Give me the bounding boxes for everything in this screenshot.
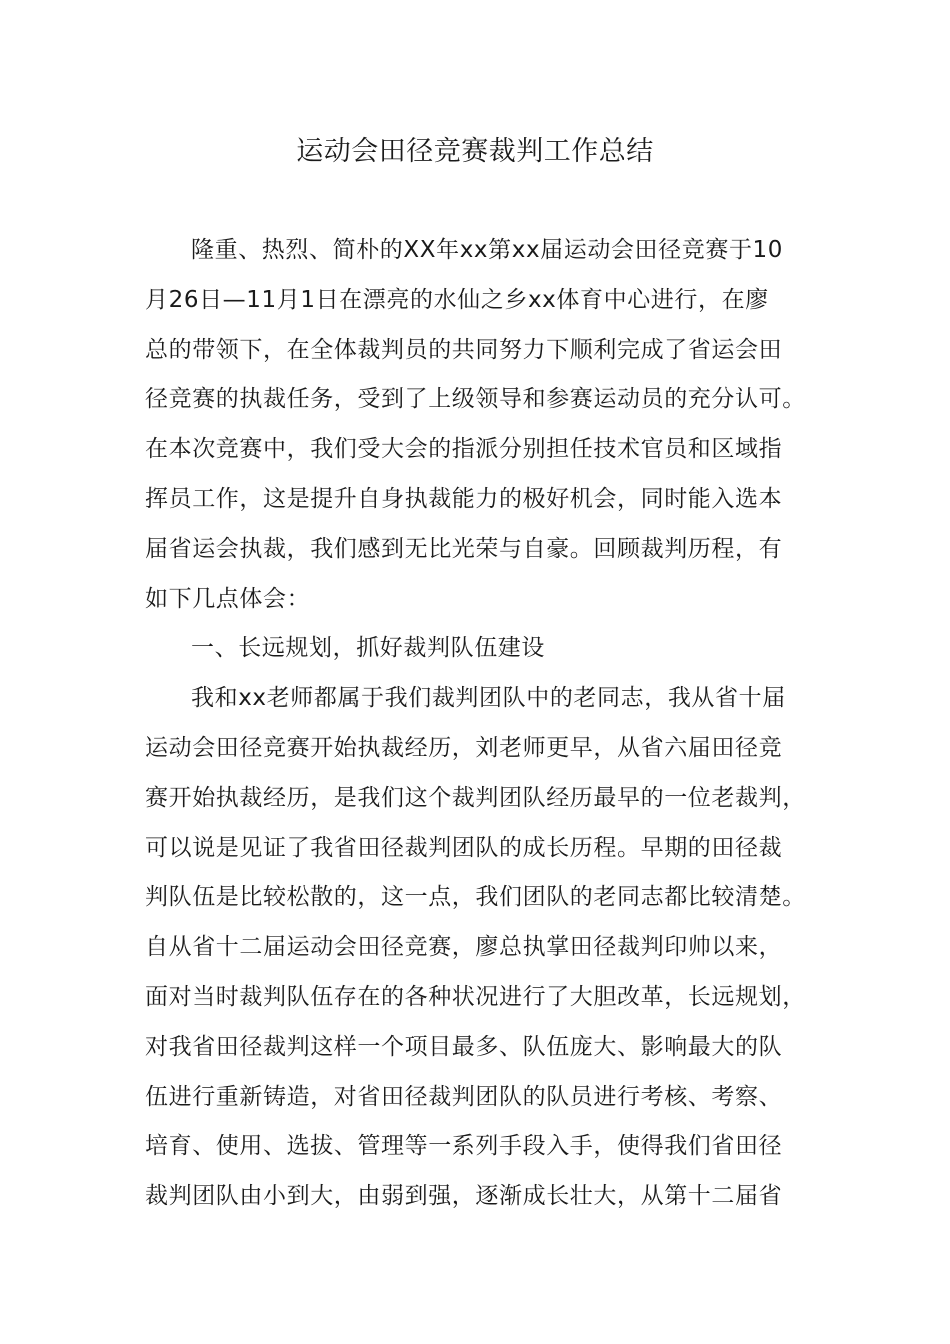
paragraph-line: 裁判团队由小到大，由弱到强，逐渐成长壮大，从第十二届省 xyxy=(145,1183,783,1210)
paragraph-line: 月26日—11月1日在漂亮的水仙之乡xx体育中心进行，在廖 xyxy=(145,286,769,313)
paragraph-line: 运动会田径竞赛开始执裁经历，刘老师更早，从省六届田径竞 xyxy=(145,734,783,761)
paragraph-line: 对我省田径裁判这样一个项目最多、队伍庞大、影响最大的队 xyxy=(145,1033,783,1060)
document-title: 运动会田径竞赛裁判工作总结 xyxy=(296,136,654,167)
paragraph-line: 判队伍是比较松散的，这一点，我们团队的老同志都比较清楚。 xyxy=(145,884,806,911)
paragraph-line: 在本次竞赛中，我们受大会的指派分别担任技术官员和区域指 xyxy=(145,436,783,463)
paragraph-line: 赛开始执裁经历，是我们这个裁判团队经历最早的一位老裁判， xyxy=(145,784,806,811)
paragraph-line: 面对当时裁判队伍存在的各种状况进行了大胆改革，长远规划， xyxy=(145,983,806,1010)
paragraph-line: 我和xx老师都属于我们裁判团队中的老同志，我从省十届 xyxy=(191,685,786,712)
paragraph-line: 培育、使用、选拔、管理等一系列手段入手，使得我们省田径 xyxy=(145,1133,783,1160)
paragraph-line: 自从省十二届运动会田径竞赛，廖总执掌田径裁判印帅以来， xyxy=(145,934,783,961)
paragraph-line: 总的带领下，在全体裁判员的共同努力下顺利完成了省运会田 xyxy=(145,336,783,363)
section-heading: 一、长远规划，抓好裁判队伍建设 xyxy=(191,635,545,662)
paragraph-line: 可以说是见证了我省田径裁判团队的成长历程。早期的田径裁 xyxy=(145,834,783,861)
paragraph-line: 伍进行重新铸造，对省田径裁判团队的队员进行考核、考察、 xyxy=(145,1083,783,1110)
paragraph-line: 隆重、热烈、简朴的XX年xx第xx届运动会田径竞赛于10 xyxy=(191,237,784,263)
paragraph-line: 届省运会执裁，我们感到无比光荣与自豪。回顾裁判历程，有 xyxy=(145,535,783,562)
paragraph-line: 如下几点体会： xyxy=(145,585,311,612)
document-body xyxy=(145,230,835,1226)
paragraph-line: 挥员工作，这是提升自身执裁能力的极好机会，同时能入选本 xyxy=(145,485,783,512)
paragraph-line: 径竞赛的执裁任务，受到了上级领导和参赛运动员的充分认可。 xyxy=(145,386,806,413)
